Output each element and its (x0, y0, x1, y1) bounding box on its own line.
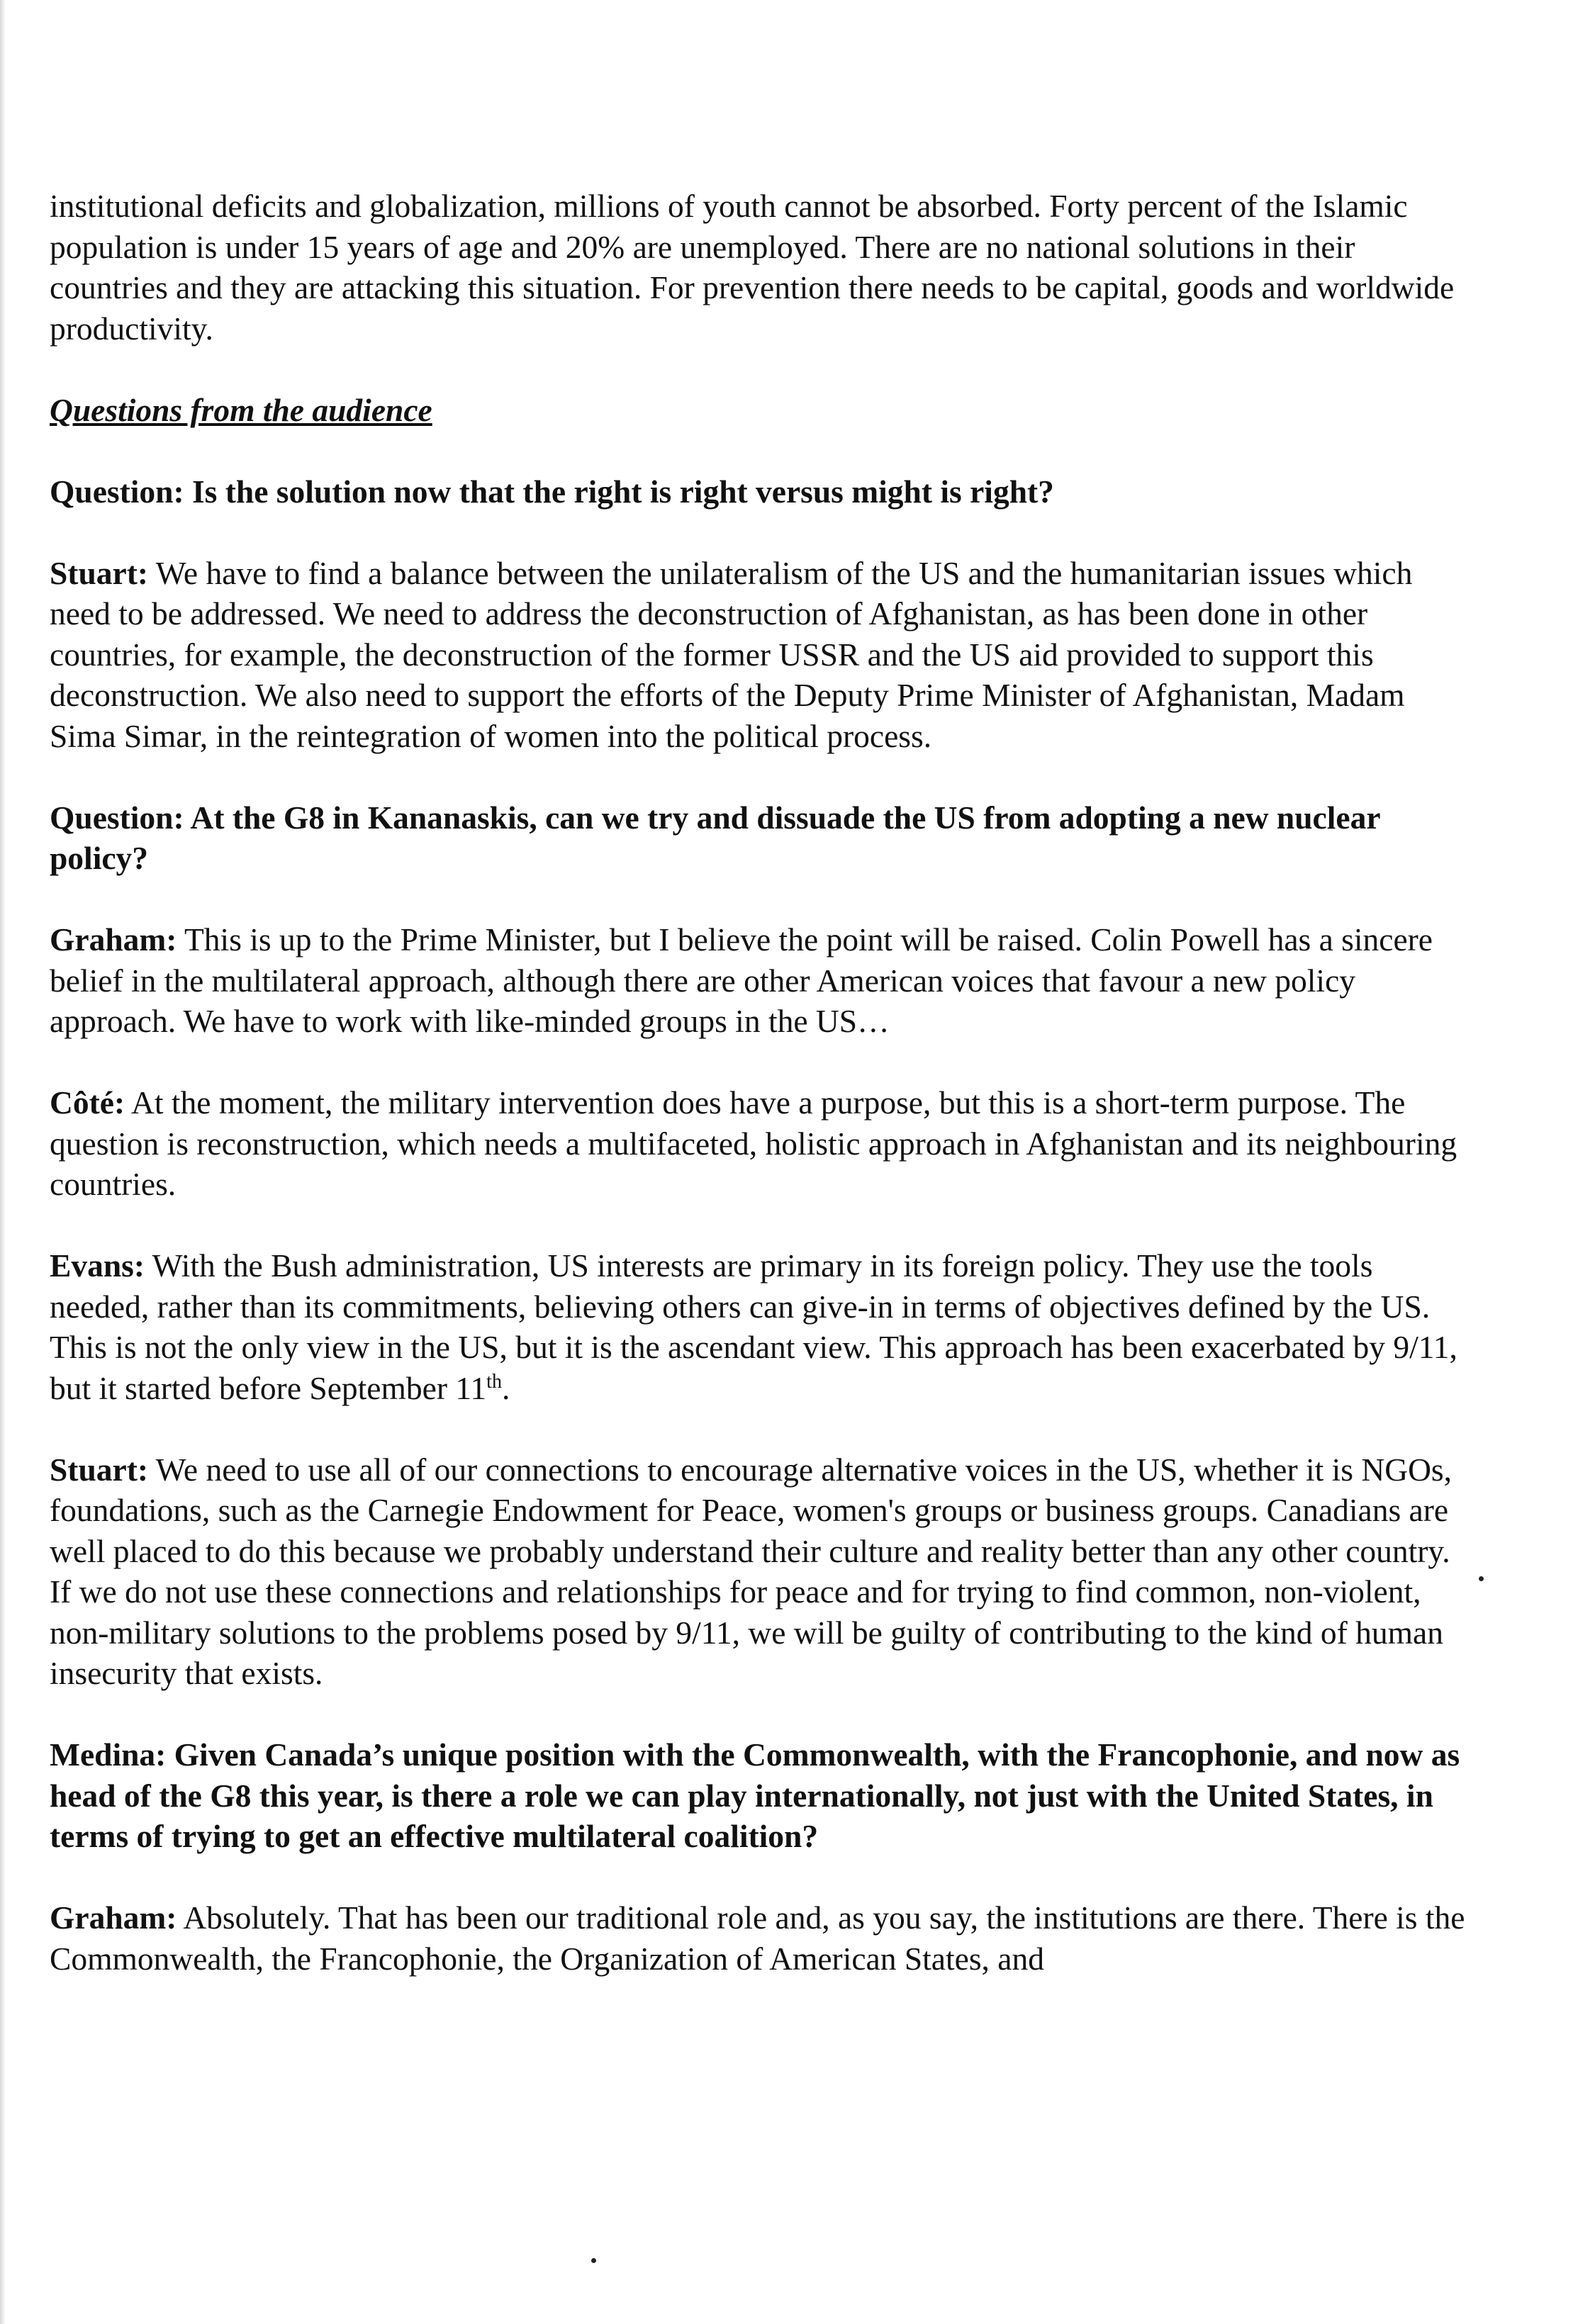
speaker-name: Stuart: (50, 554, 149, 591)
answer-stuart-2 (50, 1449, 1474, 1694)
speaker-name: Côté: (50, 1084, 125, 1121)
question-2: Question: At the G8 in Kananaskis, can we try and dissuade the US from adopting a new nuclear policy? (50, 799, 1380, 876)
answer-text: We have to find a balance between the unilateralism of the US and the humanitarian issues which need to be addressed. We need to address the deconstruction of Afghanistan, as has been done in other countries, for example, the deconstruction of the former USSR and the US aid provided to support this deconstruction. We also need to support the efforts of the Deputy Prime Minister of Afghanistan, Madam Sima Simar, in the reintegration of women into the political process. (50, 554, 1413, 754)
answer-text: Absolutely. That has been our traditional role and, as you say, the institutions are there. There is the Commonwealth, the Francophonie, the Organization of American States, and (50, 1899, 1465, 1977)
answer-cote (50, 1082, 1474, 1205)
intro-paragraph: institutional deficits and globalization, millions of youth cannot be absorbed. Forty percent of the Islamic population is under 15 years of age and 20% are unemployed. There are no national solutions in their countries and they are attacking this situation. For prevention there needs to be capital, goods and worldwide productivity. (50, 188, 1455, 347)
answer-evans (50, 1245, 1474, 1408)
speaker-name: Stuart: (50, 1451, 149, 1488)
section-heading: Questions from the audience (50, 391, 432, 428)
question-1: Question: Is the solution now that the right is right versus might is right? (50, 473, 1054, 510)
answer-text: With the Bush administration, US interests are primary in its foreign policy. They use the tools needed, rather than its commitments, believing others can give-in in terms of objectives defined by the US. This is not the only view in the US, but it is the ascendant view. This approach has been exacerbated by 9/11, but it started before September 11 (50, 1247, 1457, 1406)
scan-speck (591, 2258, 596, 2263)
question-medina: Medina: Given Canada’s unique position with the Commonwealth, with the Francophonie, and now as head of the G8 this year, is there a role we can play internationally, not just with the United States, in terms of trying to get an effective multilateral coalition? (50, 1736, 1460, 1854)
speaker-name: Graham: (50, 921, 177, 958)
speaker-name: Graham: (50, 1899, 177, 1936)
answer-end: . (501, 1369, 510, 1406)
answer-graham-1 (50, 919, 1474, 1042)
answer-stuart-1 (50, 553, 1474, 757)
answer-text: This is up to the Prime Minister, but I believe the point will be raised. Colin Powell has a sincere belief in the multilateral approach, although there are other American voices that favour a new policy approach. We have to work with like-minded groups in the US… (50, 921, 1433, 1039)
answer-graham-2 (50, 1897, 1474, 1979)
scan-edge (0, 0, 6, 2324)
superscript-th: th (486, 1370, 502, 1393)
document-body (50, 186, 1474, 1979)
speaker-name: Evans: (50, 1247, 145, 1284)
answer-text: We need to use all of our connections to encourage alternative voices in the US, whether it is NGOs, foundations, such as the Carnegie Endowment for Peace, women's groups or business groups. Canadians are well placed to do this because we probably understand their culture and reality better than any other country. If we do not use these connections and relationships for peace and for trying to find common, non-violent, non-military solutions to the problems posed by 9/11, we will be guilty of contributing to the kind of human insecurity that exists. (50, 1451, 1453, 1691)
answer-text: At the moment, the military intervention does have a purpose, but this is a short-term purpose. The question is reconstruction, which needs a multifaceted, holistic approach in Afghanistan and its neighbouring countries. (50, 1084, 1457, 1202)
scan-speck (1479, 1576, 1484, 1581)
